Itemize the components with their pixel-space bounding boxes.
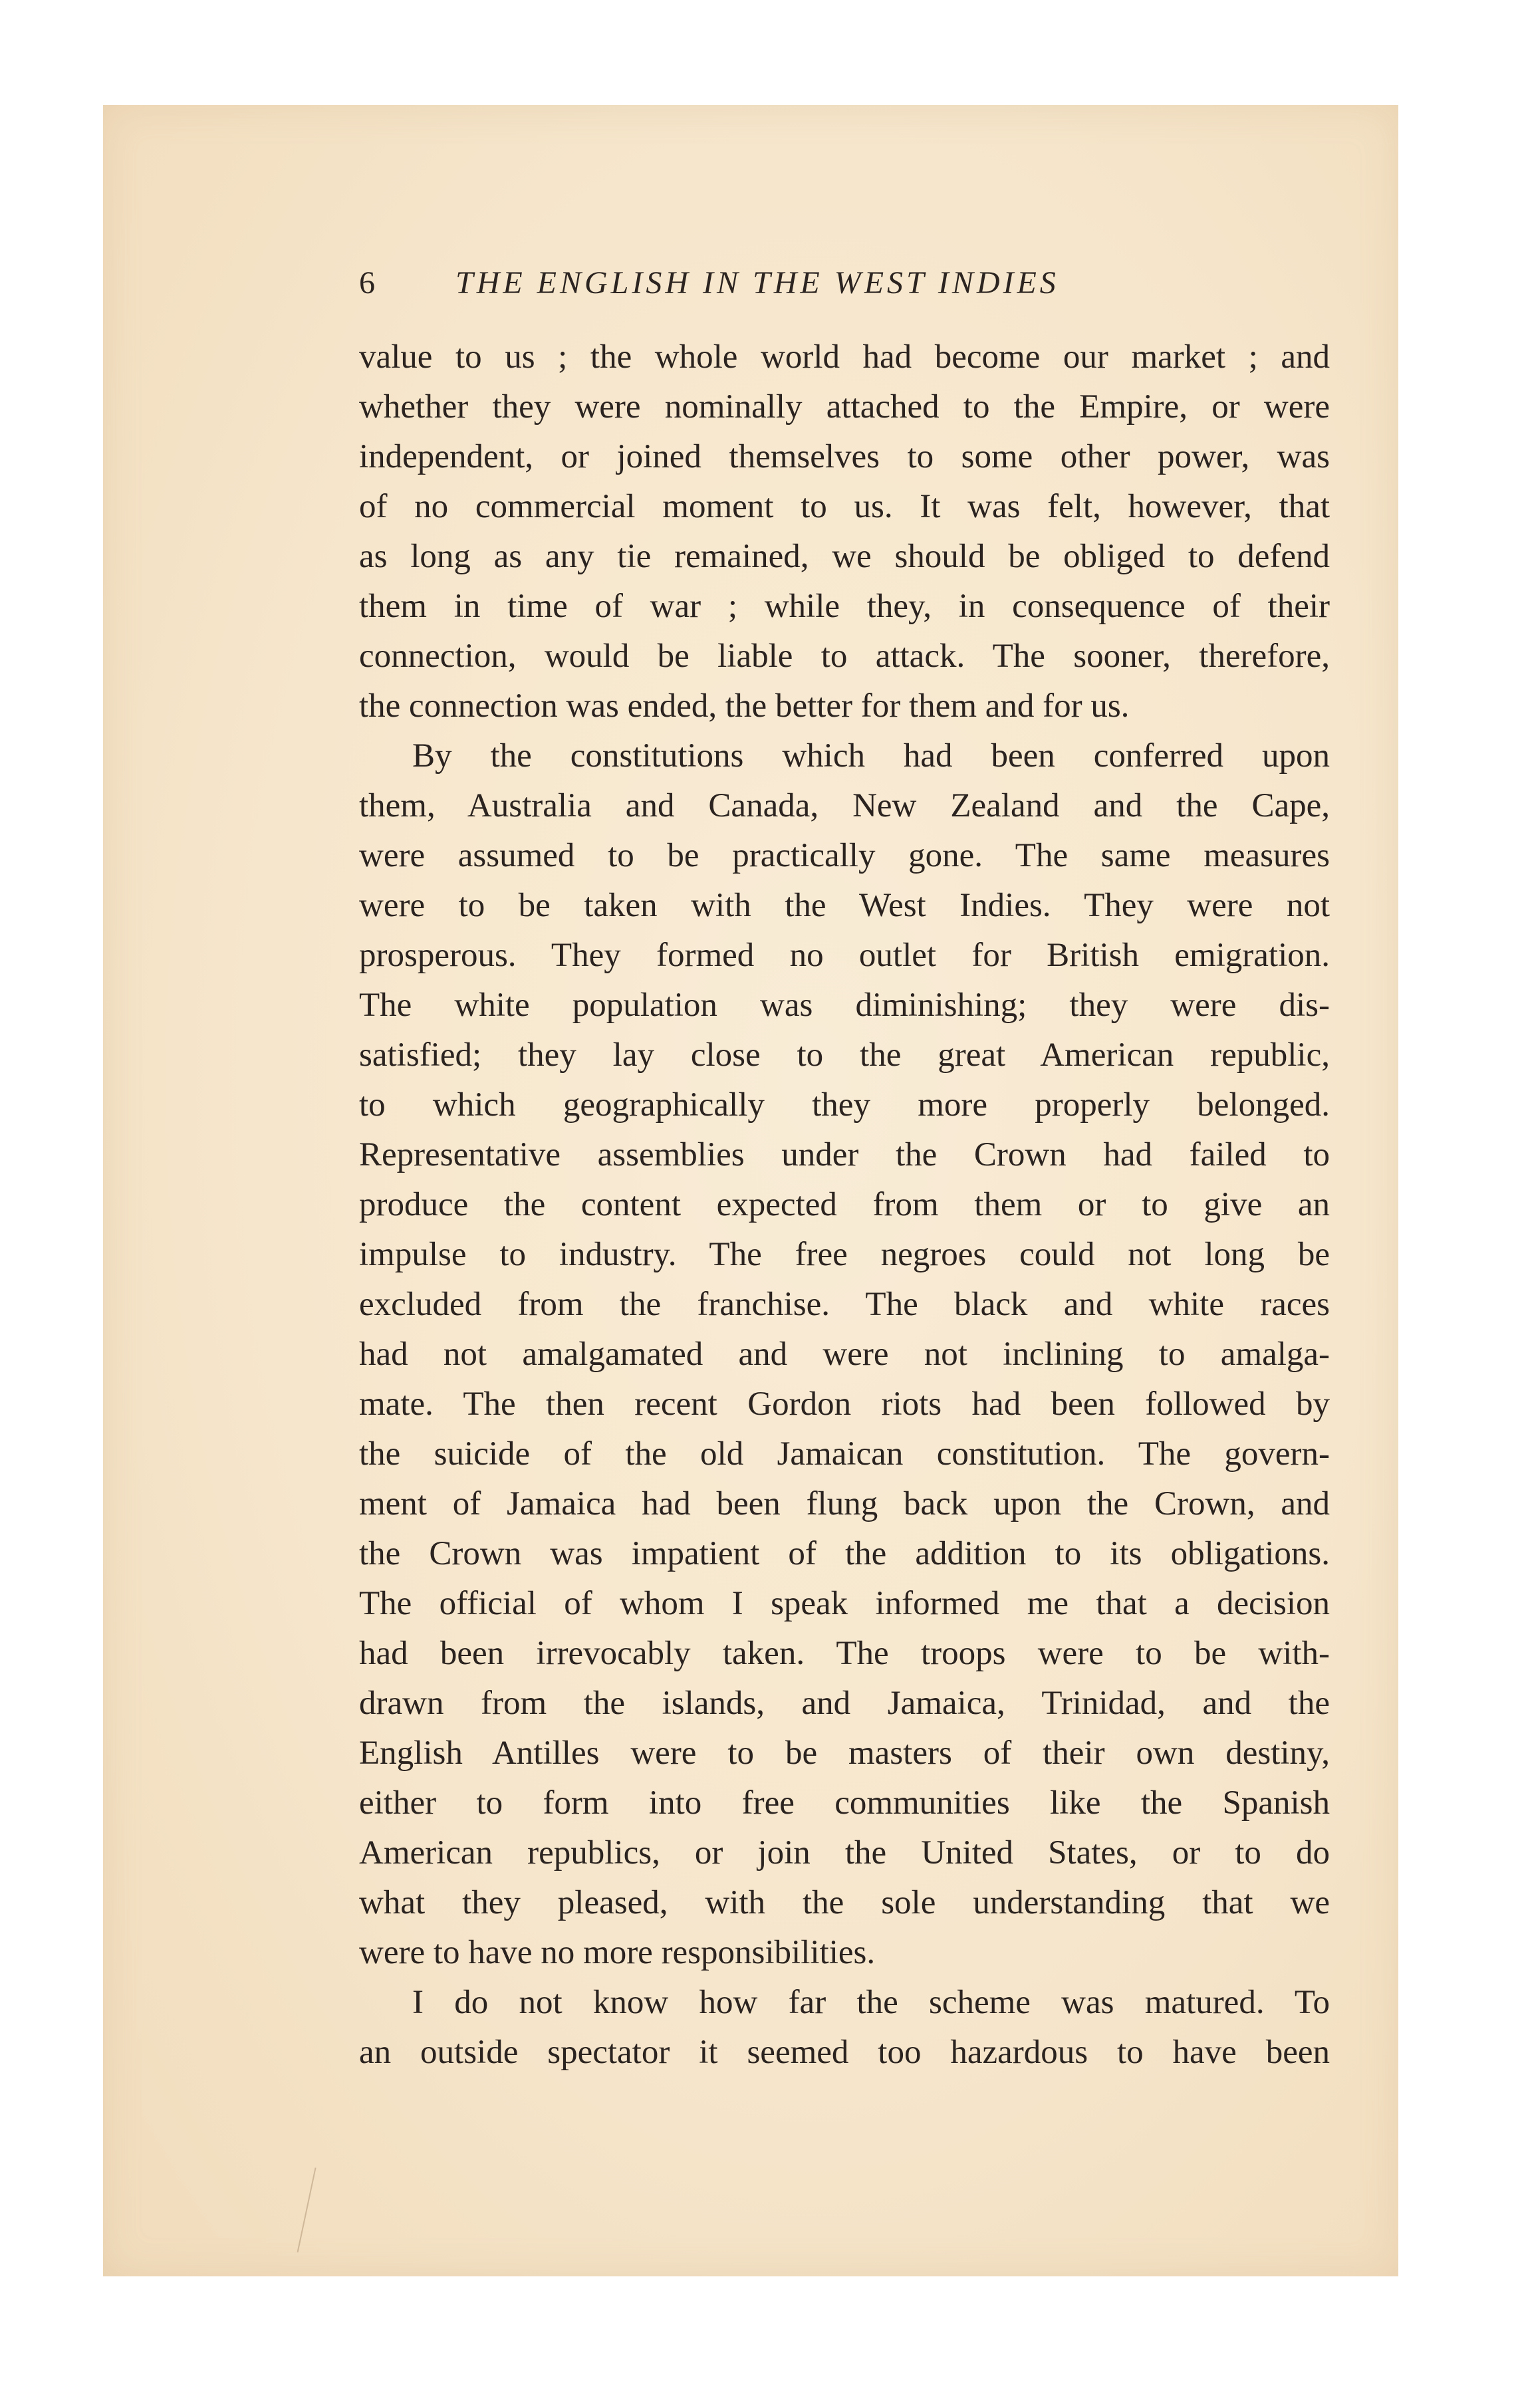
text-line: I do not know how far the scheme was matured. To bbox=[412, 1984, 1330, 2021]
text-line: connection, would be liable to attack. The sooner, therefore, bbox=[359, 638, 1330, 675]
text-line: them in time of war ; while they, in consequence of their bbox=[359, 588, 1330, 625]
text-line: the suicide of the old Jamaican constitution. The govern- bbox=[359, 1435, 1330, 1473]
text-line: mate. The then recent Gordon riots had been followed by bbox=[359, 1385, 1330, 1423]
text-line: whether they were nominally attached to the Empire, or were bbox=[359, 388, 1330, 425]
running-title: THE ENGLISH IN THE WEST INDIES bbox=[455, 265, 1059, 301]
text-line: drawn from the islands, and Jamaica, Trinidad, and the bbox=[359, 1685, 1330, 1722]
text-line: were to have no more responsibilities. bbox=[359, 1934, 876, 1971]
text-line: The official of whom I speak informed me that a decision bbox=[359, 1585, 1330, 1622]
body-text bbox=[359, 332, 1330, 2078]
text-line: prosperous. They formed no outlet for British emigration. bbox=[359, 937, 1330, 974]
page-header bbox=[359, 265, 1323, 311]
paragraph bbox=[359, 1978, 1330, 2078]
page-number: 6 bbox=[359, 265, 376, 301]
text-line: The white population was diminishing; they were dis- bbox=[359, 987, 1330, 1024]
text-line: impulse to industry. The free negroes could not long be bbox=[359, 1236, 1330, 1273]
text-line: By the constitutions which had been conferred upon bbox=[412, 737, 1330, 775]
text-line: what they pleased, with the sole understanding that we bbox=[359, 1884, 1330, 1921]
text-line: an outside spectator it seemed too hazardous to have been bbox=[359, 2034, 1330, 2071]
text-line: the connection was ended, the better for them and for us. bbox=[359, 687, 1130, 725]
text-line: American republics, or join the United States, or to do bbox=[359, 1834, 1330, 1871]
text-line: were assumed to be practically gone. The same measures bbox=[359, 837, 1330, 874]
paragraph bbox=[359, 332, 1330, 731]
text-line: excluded from the franchise. The black and white races bbox=[359, 1286, 1330, 1323]
text-line: were to be taken with the West Indies. They were not bbox=[359, 887, 1330, 924]
text-line: them, Australia and Canada, New Zealand and the Cape, bbox=[359, 787, 1330, 824]
text-line: English Antilles were to be masters of their own destiny, bbox=[359, 1735, 1330, 1772]
text-line: to which geographically they more properly belonged. bbox=[359, 1086, 1330, 1124]
text-line: either to form into free communities like the Spanish bbox=[359, 1784, 1330, 1822]
text-line: had been irrevocably taken. The troops were to be with- bbox=[359, 1635, 1330, 1672]
text-line: produce the content expected from them or to give an bbox=[359, 1186, 1330, 1223]
text-line: Representative assemblies under the Crown had failed to bbox=[359, 1136, 1330, 1173]
text-line: of no commercial moment to us. It was felt, however, that bbox=[359, 488, 1330, 525]
text-line: value to us ; the whole world had become our market ; and bbox=[359, 338, 1330, 376]
text-line: satisfied; they lay close to the great American republic, bbox=[359, 1036, 1330, 1074]
text-line: ment of Jamaica had been flung back upon the Crown, and bbox=[359, 1485, 1330, 1522]
text-line: as long as any tie remained, we should be obliged to defend bbox=[359, 538, 1330, 575]
paragraph bbox=[359, 731, 1330, 1978]
text-line: had not amalgamated and were not inclining to amalga- bbox=[359, 1336, 1330, 1373]
text-line: independent, or joined themselves to some other power, was bbox=[359, 438, 1330, 475]
text-line: the Crown was impatient of the addition to its obligations. bbox=[359, 1535, 1330, 1572]
